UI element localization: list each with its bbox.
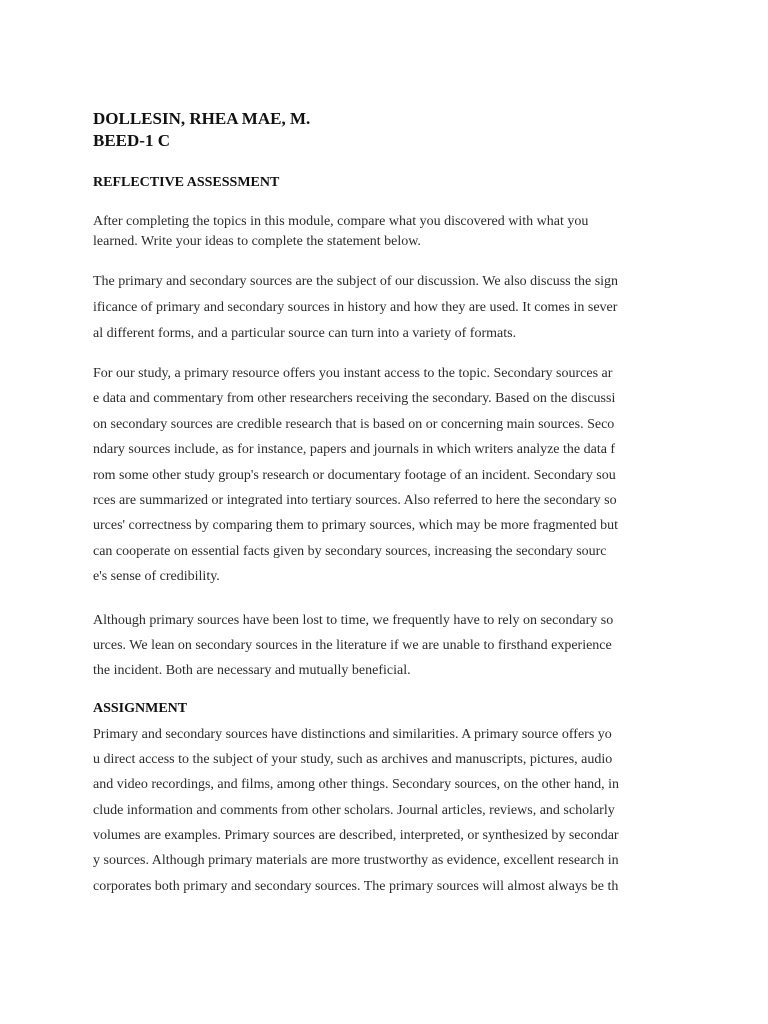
- paragraph-line: rom some other study group's research or documentary footage of an incident. Secondary sou: [93, 467, 616, 483]
- paragraph-line: clude information and comments from other scholars. Journal articles, reviews, and scholarly: [93, 802, 615, 818]
- paragraph-line: y sources. Although primary materials are more trustworthy as evidence, excellent research in: [93, 853, 619, 869]
- paragraph-line: rces are summarized or integrated into tertiary sources. Also referred to here the secondary so: [93, 493, 617, 509]
- paragraph-line: e's sense of credibility.: [93, 569, 220, 585]
- study-paragraph: [93, 361, 677, 590]
- paragraph-line: After completing the topics in this module, compare what you discovered with what you: [93, 214, 589, 229]
- course-section: BEED-1 C: [93, 131, 170, 150]
- paragraph-line: The primary and secondary sources are the subject of our discussion. We also discuss the sign: [93, 274, 619, 289]
- paragraph-line: urces. We lean on secondary sources in the literature if we are unable to firsthand experience: [93, 638, 612, 654]
- paragraph-line: For our study, a primary resource offers you instant access to the topic. Secondary sources ar: [93, 366, 613, 381]
- paragraph-line: e data and commentary from other researchers receiving the secondary. Based on the discussi: [93, 391, 616, 407]
- document-body: [93, 108, 677, 899]
- student-name: DOLLESIN, RHEA MAE, M.: [93, 109, 311, 128]
- paragraph-line: urces' correctness by comparing them to primary sources, which may be more fragmented but: [93, 518, 619, 534]
- paragraph-line: the incident. Both are necessary and mutually beneficial.: [93, 663, 411, 679]
- paragraph-line: al different forms, and a particular source can turn into a variety of formats.: [93, 326, 517, 341]
- assignment-heading: ASSIGNMENT: [93, 700, 188, 716]
- paragraph-line: and video recordings, and films, among other things. Secondary sources, on the other hand, in: [93, 777, 620, 793]
- reflective-assessment-heading: REFLECTIVE ASSESSMENT: [93, 175, 280, 190]
- paragraph-line: u direct access to the subject of your study, such as archives and manuscripts, pictures, audio: [93, 752, 613, 768]
- instructions-paragraph: [93, 212, 677, 252]
- paragraph-line: corporates both primary and secondary sources. The primary sources will almost always be th: [93, 878, 619, 894]
- paragraph-line: learned. Write your ideas to complete the statement below.: [93, 234, 421, 249]
- reliance-paragraph: [93, 608, 677, 684]
- paragraph-line: on secondary sources are credible research that is based on or concerning main sources. Seco: [93, 416, 615, 432]
- paragraph-line: can cooperate on essential facts given by secondary sources, increasing the secondary sourc: [93, 543, 607, 559]
- discussion-paragraph: [93, 269, 677, 347]
- paragraph-line: ificance of primary and secondary sources in history and how they are used. It comes in sever: [93, 300, 618, 315]
- paragraph-line: ndary sources include, as for instance, papers and journals in which writers analyze the data f: [93, 442, 616, 458]
- paragraph-line: Primary and secondary sources have distinctions and similarities. A primary source offers yo: [93, 726, 612, 742]
- paragraph-line: volumes are examples. Primary sources are described, interpreted, or synthesized by secondar: [93, 828, 619, 844]
- paragraph-line: Although primary sources have been lost to time, we frequently have to rely on secondary so: [93, 612, 614, 628]
- assignment-paragraph: [93, 722, 677, 899]
